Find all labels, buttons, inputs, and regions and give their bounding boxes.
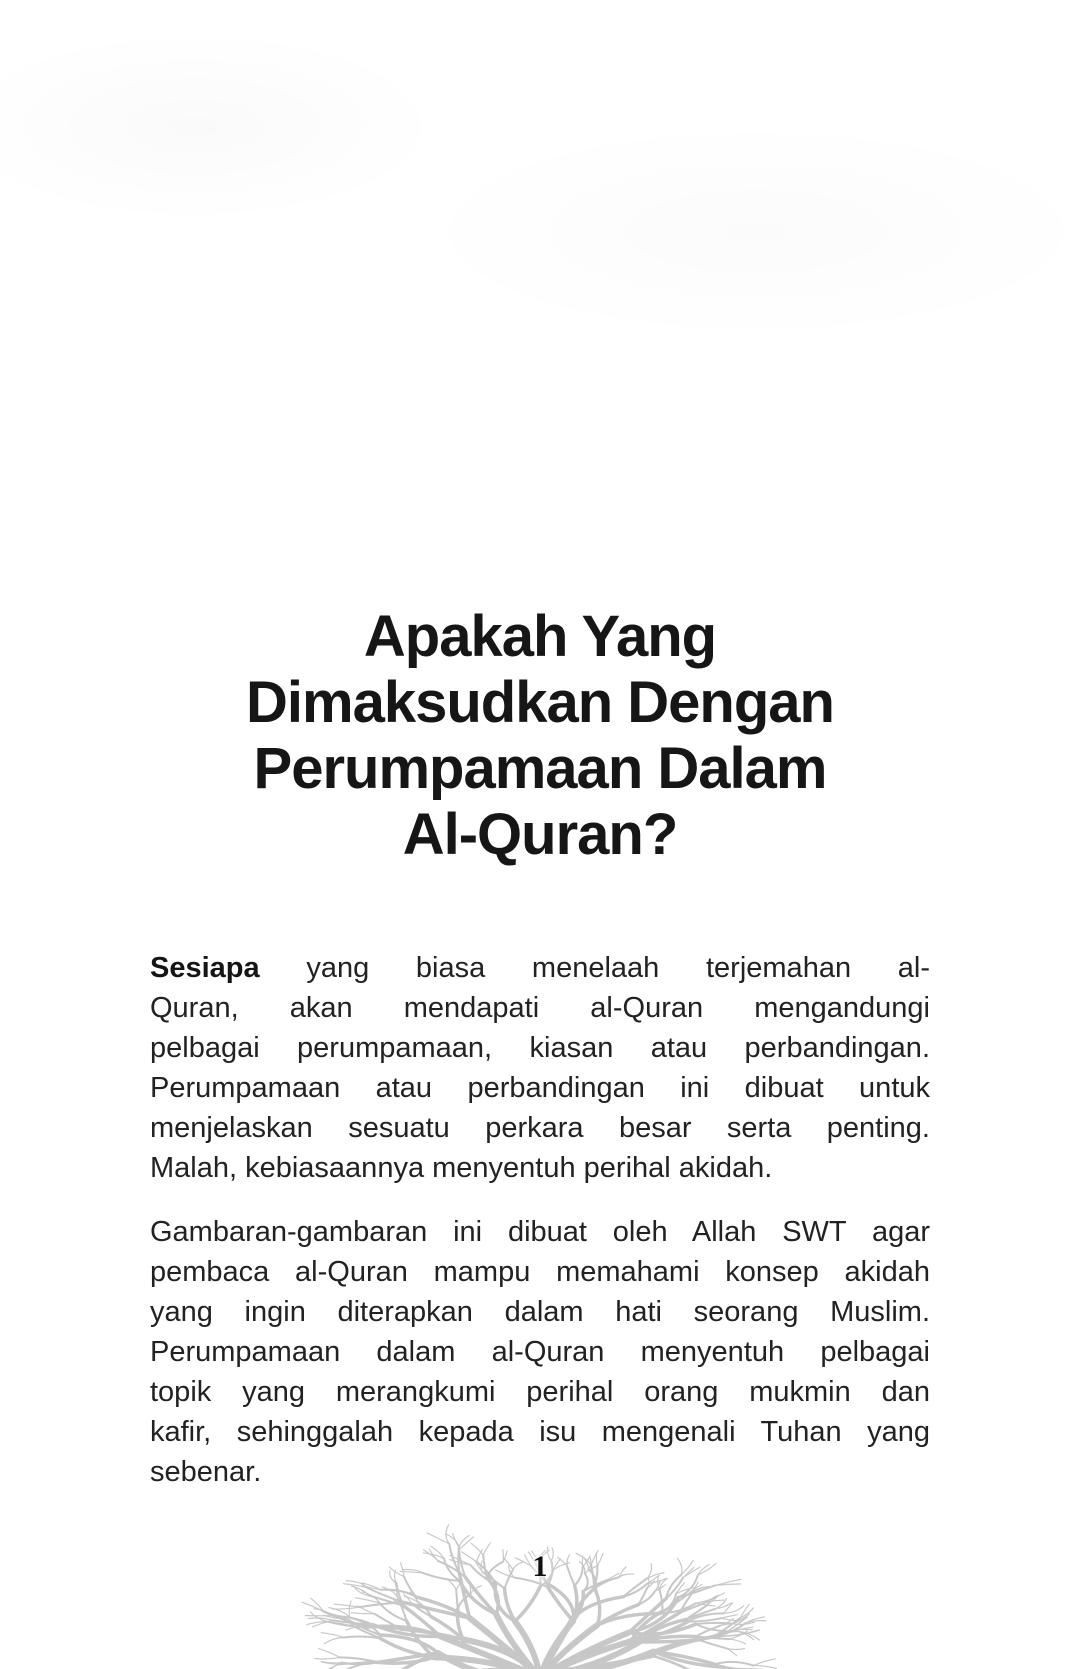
text-line: pelbagai perumpamaan, kiasan atau perbandingan.: [150, 1032, 930, 1064]
page-number: 1: [532, 1550, 548, 1583]
paragraph: [150, 1212, 930, 1492]
text-line: Quran, akan mendapati al-Quran mengandungi: [150, 992, 930, 1024]
body-text: [150, 948, 930, 1516]
lead-word-bold: Sesiapa: [150, 952, 260, 984]
text-line: pembaca al-Quran mampu memahami konsep akidah: [150, 1256, 930, 1288]
chapter-title-line: Perumpamaan Dalam: [253, 736, 827, 801]
text-line: Perumpamaan atau perbandingan ini dibuat untuk: [150, 1072, 930, 1104]
chapter-title: [150, 604, 930, 868]
text-line: kafir, sehinggalah kepada isu mengenali Tuhan yang: [150, 1416, 930, 1448]
tree-roots-watermark-icon: [295, 1509, 785, 1669]
text-line: Sesiapa yang biasa menelaah terjemahan al-: [150, 952, 930, 984]
text-line: yang ingin diterapkan dalam hati seorang Muslim.: [150, 1296, 930, 1328]
chapter-title-line: Dimaksudkan Dengan: [246, 670, 834, 735]
text-line: menjelaskan sesuatu perkara besar serta penting.: [150, 1112, 930, 1144]
chapter-title-line: Apakah Yang: [363, 604, 717, 669]
chapter-title-line: Al-Quran?: [402, 802, 678, 867]
text-line: Malah, kebiasaannya menyentuh perihal akidah.: [150, 1152, 773, 1184]
text-line: Perumpamaan dalam al-Quran menyentuh pelbagai: [150, 1336, 930, 1368]
text-line: sebenar.: [150, 1456, 262, 1488]
paragraph: [150, 948, 930, 1188]
text-line: Gambaran-gambaran ini dibuat oleh Allah SWT agar: [150, 1216, 930, 1248]
text-line: topik yang merangkumi perihal orang mukmin dan: [150, 1376, 930, 1408]
